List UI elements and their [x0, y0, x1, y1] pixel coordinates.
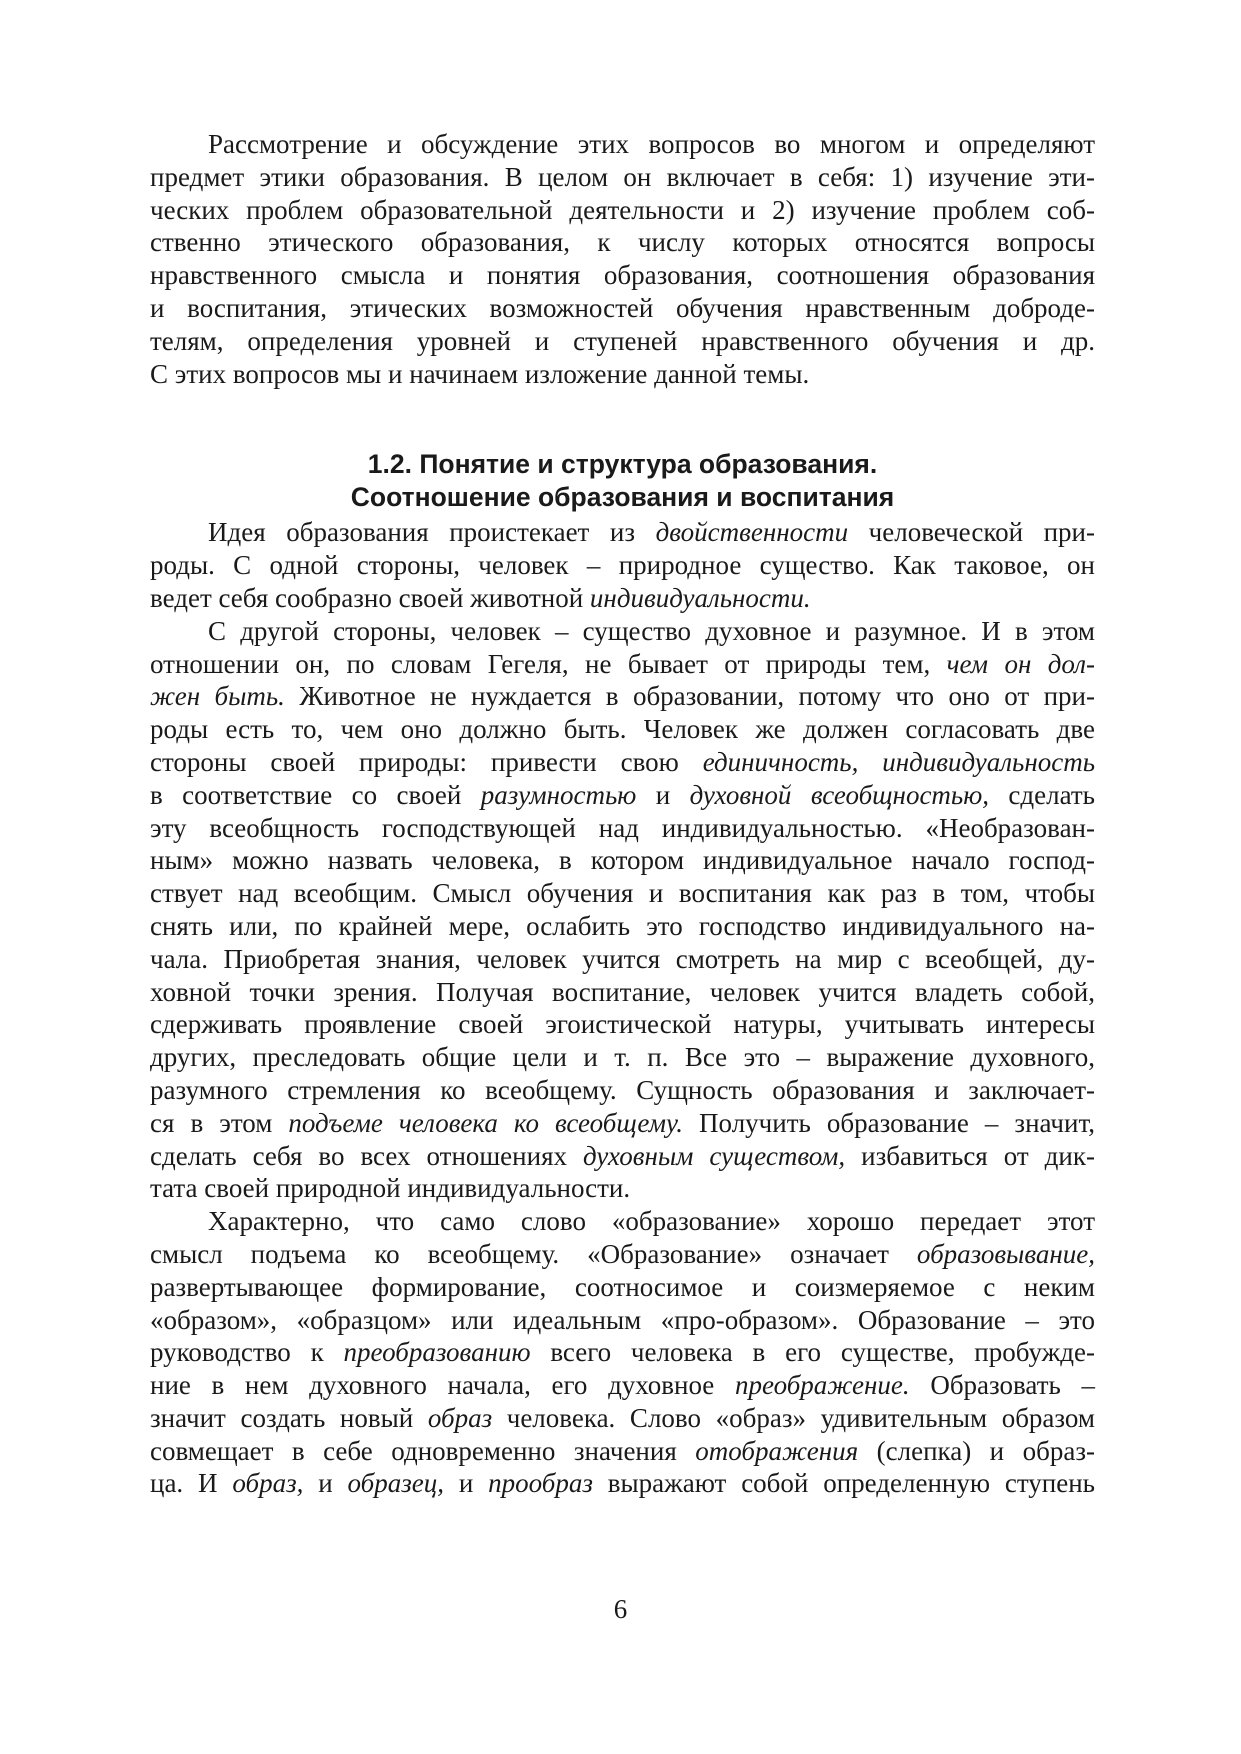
italic-run: образ,: [232, 1468, 304, 1499]
italic-run: духовным существом,: [583, 1140, 846, 1171]
text-line: чала. Приобретая знания, человек учится смотреть на мир с всеобщей, ду-: [150, 943, 1095, 974]
text-line: [150, 516, 1095, 549]
text-line: ным» можно назвать человека, в котором индивидуальное начало господ-: [150, 845, 1095, 876]
italic-run: единичность, индивидуальность: [702, 746, 1095, 777]
text-run: сделать: [989, 779, 1095, 810]
text-line: [150, 1140, 1095, 1173]
text-run: сделать себя во всех отношениях: [150, 1140, 583, 1171]
text-line: [150, 779, 1095, 812]
italic-run: преображение.: [734, 1370, 910, 1401]
paragraph-word-meaning: [150, 1205, 1095, 1500]
text-line: эту всеобщность господствующей над индивидуальностью. «Необразован-: [150, 812, 1095, 843]
text-run: значит создать новый: [150, 1402, 428, 1433]
italic-run: жен быть.: [150, 681, 285, 712]
text-line: роды есть то, чем оно должно быть. Человек же должен согласовать две: [150, 714, 1095, 745]
text-line: [150, 1238, 1095, 1271]
text-line: ствует над всеобщим. Смысл обучения и воспитания как раз в том, чтобы: [150, 878, 1095, 909]
italic-run: прообраз: [488, 1468, 593, 1499]
section-heading-line: 1.2. Понятие и структура образования.: [367, 449, 878, 480]
text-line: ческих проблем образовательной деятельности и 2) изучение проблем соб-: [150, 194, 1095, 225]
text-run: в соответствие со своей: [150, 779, 481, 810]
text-run: и: [636, 779, 690, 810]
text-run: стороны своей природы: привести свою: [150, 746, 703, 777]
text-run: человека. Слово «образ» удивительным образом: [492, 1402, 1095, 1433]
italic-run: индивидуальности.: [589, 582, 811, 613]
text-run: Животное не нуждается в образовании, потому что оно от при-: [284, 681, 1095, 712]
text-line: развертывающее формирование, соотносимое и соизмеряемое с неким: [150, 1271, 1095, 1302]
italic-run: преобразованию: [343, 1337, 531, 1368]
text-run: ся в этом: [150, 1107, 289, 1138]
paragraph-hegel: [150, 615, 1095, 1205]
italic-run: духовной всеобщностью,: [689, 779, 990, 810]
text-run: Получить образование – значит,: [683, 1107, 1095, 1138]
text-line: С другой стороны, человек – существо духовное и разумное. И в этом: [208, 615, 1095, 646]
text-line: предмет этики образования. В целом он включает в себя: 1) изучение эти-: [150, 161, 1095, 192]
text-run: избавиться от дик-: [845, 1140, 1095, 1171]
text-line: [150, 1467, 1095, 1500]
text-line: Рассмотрение и обсуждение этих вопросов во многом и определяют: [208, 129, 1095, 159]
text-run: Идея образования проистекает из: [208, 517, 656, 548]
text-line: нравственного смысла и понятия образования, соотношения образования: [150, 260, 1095, 291]
text-line: тата своей природной индивидуальности.: [150, 1173, 631, 1204]
page-body: [150, 128, 1095, 1500]
paragraph-intro: [150, 128, 1095, 390]
text-line: С этих вопросов мы и начинаем изложение данной темы.: [150, 358, 810, 389]
text-run: отношении он, по словам Гегеля, не бывает от природы тем,: [150, 648, 947, 679]
section-heading-line: Соотношение образования и воспитания: [350, 482, 895, 513]
text-run: Образовать –: [909, 1370, 1095, 1401]
text-run: руководство к: [150, 1337, 344, 1368]
text-line: и воспитания, этических возможностей обучения нравственным доброде-: [150, 292, 1095, 323]
italic-run: отображения: [695, 1435, 859, 1466]
italic-run: образец,: [347, 1468, 444, 1499]
text-run: ведет себя сообразно своей животной: [150, 582, 590, 613]
text-run: выражают собой определенную ступень: [592, 1468, 1095, 1499]
text-run: совмещает в себе одновременно значения: [150, 1435, 696, 1466]
italic-run: подъеме человека ко всеобщему.: [288, 1107, 684, 1138]
text-line: [150, 1402, 1095, 1435]
italic-run: двойственности: [655, 517, 849, 548]
text-line: ственно этического образования, к числу которых относятся вопросы: [150, 227, 1095, 258]
italic-run: образовывание,: [916, 1238, 1095, 1269]
text-line: разумного стремления ко всеобщему. Сущность образования и заключает-: [150, 1074, 1095, 1105]
text-line: телям, определения уровней и ступеней нравственного обучения и др.: [150, 325, 1095, 356]
text-line: [150, 648, 1095, 681]
text-run: всего человека в его существе, пробужде-: [530, 1337, 1095, 1368]
text-run: ние в нем духовного начала, его духовное: [150, 1370, 735, 1401]
paragraph-idea: [150, 516, 1095, 614]
italic-run: чем он дол-: [946, 648, 1095, 679]
text-run: (слепка) и образ-: [858, 1435, 1095, 1466]
text-run: и: [444, 1468, 489, 1499]
text-run: и: [303, 1468, 348, 1499]
italic-run: разумностью: [480, 779, 637, 810]
text-line: «образом», «образцом» или идеальным «про-образом». Образование – это: [150, 1304, 1095, 1335]
page-number: 6: [613, 1594, 628, 1624]
text-line: [150, 1435, 1095, 1468]
text-line: [150, 1107, 1095, 1140]
text-run: смысл подъема ко всеобщему. «Образование» означает: [150, 1238, 917, 1269]
text-line: [150, 680, 1095, 713]
text-line: сдерживать проявление своей эгоистической натуры, учитывать интересы: [150, 1009, 1095, 1040]
text-line: других, преследовать общие цели и т. п. Все это – выражение духовного,: [150, 1042, 1095, 1073]
text-line: [150, 1336, 1095, 1369]
italic-run: образ: [427, 1402, 493, 1433]
text-line: [150, 582, 1095, 615]
text-run: ца. И: [150, 1468, 233, 1499]
text-run: человеческой при-: [848, 517, 1095, 548]
text-line: [150, 746, 1095, 779]
text-line: Характерно, что само слово «образование» хорошо передает этот: [208, 1206, 1095, 1237]
text-line: [150, 1369, 1095, 1402]
text-line: ховной точки зрения. Получая воспитание, человек учится владеть собой,: [150, 976, 1095, 1007]
text-line: роды. С одной стороны, человек – природное существо. Как таковое, он: [150, 550, 1095, 581]
text-line: снять или, по крайней мере, ослабить это господство индивидуального на-: [150, 910, 1095, 941]
section-heading: [150, 448, 1095, 514]
